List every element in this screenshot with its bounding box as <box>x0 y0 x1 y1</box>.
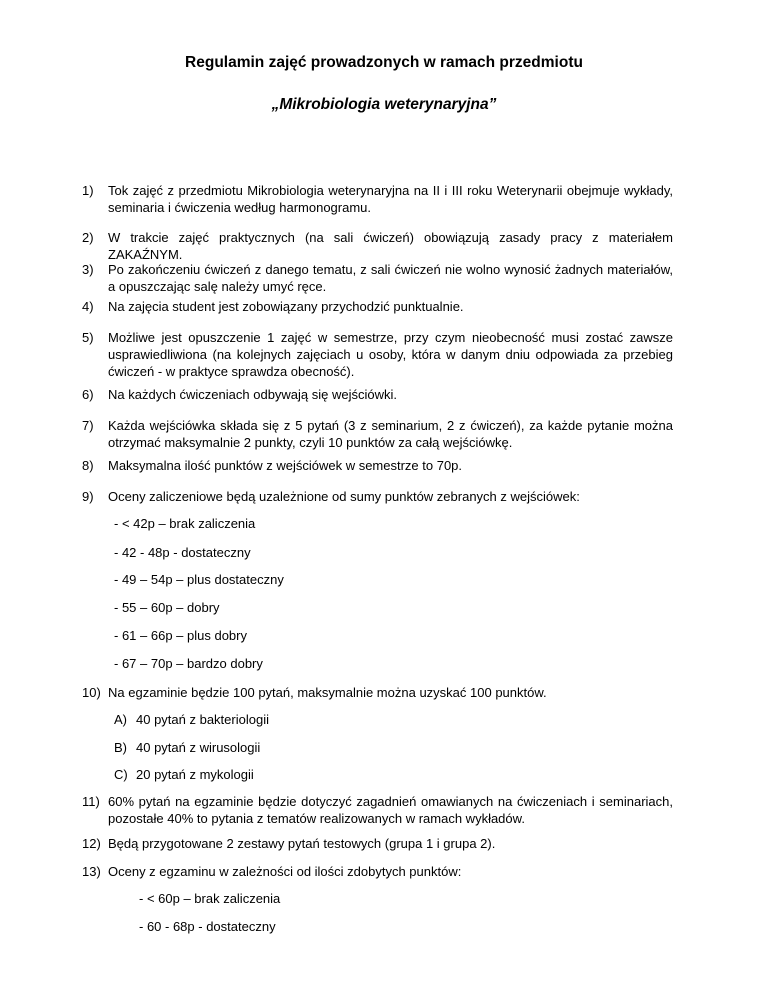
rule-number: 6) <box>82 387 94 402</box>
rule-number: 10) <box>82 685 101 700</box>
rule-item <box>82 863 673 880</box>
rule-text: Możliwe jest opuszczenie 1 zajęć w semestrze, przy czym nieobecność musi zostać zawsze usprawiedliwiona (na kolejnych zajęciach u osoby, która w danym dniu odpowiada za przebieg ćwiczeń - w praktyce sprawdza obecność). <box>108 330 673 379</box>
rule-text: Oceny zaliczeniowe będą uzależnione od sumy punktów zebranych z wejściówek: <box>108 489 580 504</box>
rule-text: 60% pytań na egzaminie będzie dotyczyć zagadnień omawianych na ćwiczeniach i seminariach, pozostałe 40% to pytania z tematów realizowanych w ramach wykładów. <box>108 794 673 826</box>
rule-item <box>82 835 673 852</box>
exam-part-letter: B) <box>114 740 127 755</box>
rule-number: 12) <box>82 836 101 851</box>
grade-threshold: - 67 – 70p – bardzo dobry <box>114 656 263 671</box>
rule-item <box>82 261 673 295</box>
rule-text: W trakcie zajęć praktycznych (na sali ćwiczeń) obowiązują zasady pracy z materiałem ZAKAŹNYM. <box>108 230 673 262</box>
rule-text: Będą przygotowane 2 zestawy pytań testowych (grupa 1 i grupa 2). <box>108 836 496 851</box>
rule-number: 11) <box>82 794 100 809</box>
grade-threshold: - 49 – 54p – plus dostateczny <box>114 572 284 587</box>
rule-text: Na każdych ćwiczeniach odbywają się wejściówki. <box>108 387 398 402</box>
rule-number: 3) <box>82 262 94 277</box>
rule-text: Po zakończeniu ćwiczeń z danego tematu, z sali ćwiczeń nie wolno wynosić żadnych materiałów, a opuszczając salę należy umyć ręce. <box>108 262 673 294</box>
rule-number: 7) <box>82 418 94 433</box>
rule-item <box>82 329 673 380</box>
rule-item <box>82 182 673 216</box>
rule-item <box>82 298 673 315</box>
rule-number: 9) <box>82 489 94 504</box>
exam-part <box>114 766 654 783</box>
rule-item <box>82 488 673 505</box>
exam-part-text: 20 pytań z mykologii <box>136 767 254 782</box>
exam-part <box>114 739 654 756</box>
rule-item <box>82 457 673 474</box>
rule-item <box>82 684 673 701</box>
rule-number: 13) <box>82 864 101 879</box>
exam-part-letter: C) <box>114 767 128 782</box>
grade-threshold: - 61 – 66p – plus dobry <box>114 628 247 643</box>
exam-part <box>114 711 654 728</box>
exam-grade-threshold: - < 60p – brak zaliczenia <box>139 891 281 906</box>
grade-threshold: - 42 - 48p - dostateczny <box>114 545 251 560</box>
document-title: Regulamin zajęć prowadzonych w ramach przedmiotu <box>185 54 583 71</box>
exam-part-text: 40 pytań z bakteriologii <box>136 712 269 727</box>
rule-item <box>82 229 673 263</box>
rule-text: Oceny z egzaminu w zależności od ilości zdobytych punktów: <box>108 864 462 879</box>
rule-number: 2) <box>82 230 94 245</box>
rule-text: Maksymalna ilość punktów z wejściówek w semestrze to 70p. <box>108 458 463 473</box>
rule-item <box>82 793 673 827</box>
exam-part-letter: A) <box>114 712 127 727</box>
grade-threshold: - 55 – 60p – dobry <box>114 600 220 615</box>
exam-grade-threshold: - 60 - 68p - dostateczny <box>139 919 276 934</box>
rule-number: 1) <box>82 183 94 198</box>
grade-threshold: - < 42p – brak zaliczenia <box>114 516 256 531</box>
rule-number: 8) <box>82 458 94 473</box>
subject-title: „Mikrobiologia weterynaryjna” <box>271 96 497 113</box>
rule-number: 5) <box>82 330 94 345</box>
exam-part-text: 40 pytań z wirusologii <box>136 740 261 755</box>
rule-text: Na zajęcia student jest zobowiązany przychodzić punktualnie. <box>108 299 464 314</box>
rule-text: Na egzaminie będzie 100 pytań, maksymalnie można uzyskać 100 punktów. <box>108 685 547 700</box>
rule-text: Tok zajęć z przedmiotu Mikrobiologia weterynaryjna na II i III roku Weterynarii obejmuje wykłady, seminaria i ćwiczenia według harmonogramu. <box>108 183 673 215</box>
rule-text: Każda wejściówka składa się z 5 pytań (3 z seminarium, 2 z ćwiczeń), za każde pytanie można otrzymać maksymalnie 2 punkty, czyli 10 punktów za całą wejściówkę. <box>108 418 673 450</box>
rule-number: 4) <box>82 299 94 314</box>
rule-item <box>82 386 673 403</box>
rule-item <box>82 417 673 451</box>
